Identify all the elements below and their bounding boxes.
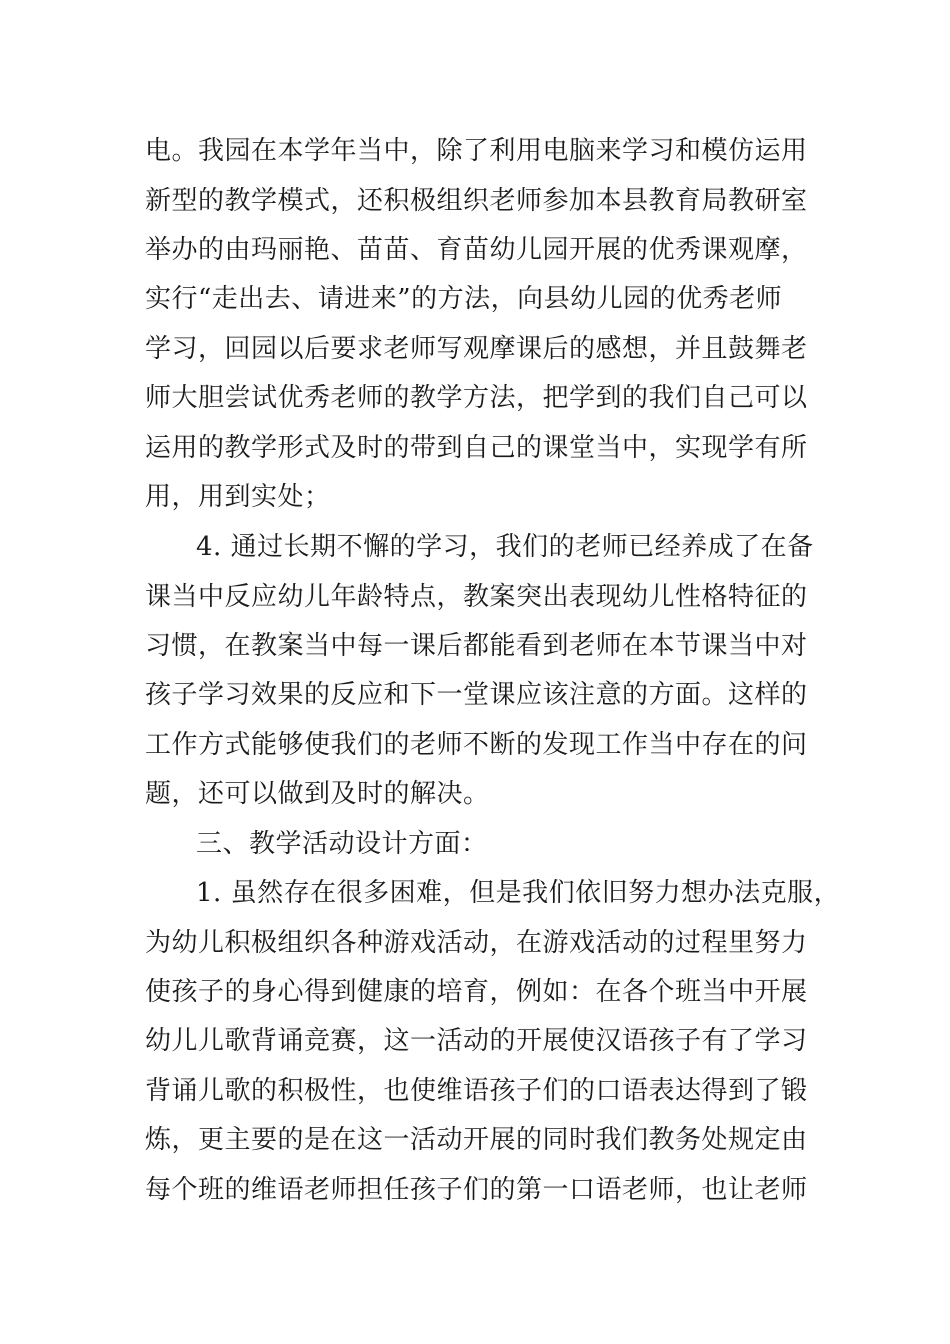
text-line: 师大胆尝试优秀老师的教学方法，把学到的我们自己可以 xyxy=(145,383,808,413)
text-line: 使孩子的身心得到健康的培育，例如：在各个班当中开展 xyxy=(145,977,808,1007)
text-line: 举办的由玛丽艳、苗苗、育苗幼儿园开展的优秀课观摩， xyxy=(145,235,808,265)
text-line: 为幼儿积极组织各种游戏活动，在游戏活动的过程里努力 xyxy=(145,928,808,958)
text-line: 题，还可以做到及时的解决。 xyxy=(145,779,490,809)
text-line: 电。我园在本学年当中，除了利用电脑来学习和模仿运用 xyxy=(145,136,808,166)
text-line: 每个班的维语老师担任孩子们的第一口语老师，也让老师 xyxy=(145,1175,808,1205)
text-line: 课当中反应幼儿年龄特点，教案突出表现幼儿性格特征的 xyxy=(145,582,808,612)
text-line: 幼儿儿歌背诵竞赛，这一活动的开展使汉语孩子有了学习 xyxy=(145,1026,808,1056)
paragraph-first-line: 4. 通过长期不懈的学习，我们的老师已经养成了在备 xyxy=(196,532,814,562)
section-heading: 三、教学活动设计方面： xyxy=(196,829,488,859)
paragraph-first-line: 1. 虽然存在很多困难，但是我们依旧努力想办法克服， xyxy=(196,878,841,908)
text-line: 习惯，在教案当中每一课后都能看到老师在本节课当中对 xyxy=(145,631,808,661)
text-line: 工作方式能够使我们的老师不断的发现工作当中存在的问 xyxy=(145,730,808,760)
text-line: 用，用到实处； xyxy=(145,482,331,512)
text-line: 新型的教学模式，还积极组织老师参加本县教育局教研室 xyxy=(145,186,808,216)
text-line: 炼，更主要的是在这一活动开展的同时我们教务处规定由 xyxy=(145,1125,808,1155)
text-line: 孩子学习效果的反应和下一堂课应该注意的方面。这样的 xyxy=(145,680,808,710)
text-line: 运用的教学形式及时的带到自己的课堂当中，实现学有所 xyxy=(145,433,808,463)
text-line: 实行“走出去、请进来”的方法，向县幼儿园的优秀老师 xyxy=(145,284,783,314)
text-line: 学习，回园以后要求老师写观摩课后的感想，并且鼓舞老 xyxy=(145,334,808,364)
text-line: 背诵儿歌的积极性，也使维语孩子们的口语表达得到了锻 xyxy=(145,1076,808,1106)
